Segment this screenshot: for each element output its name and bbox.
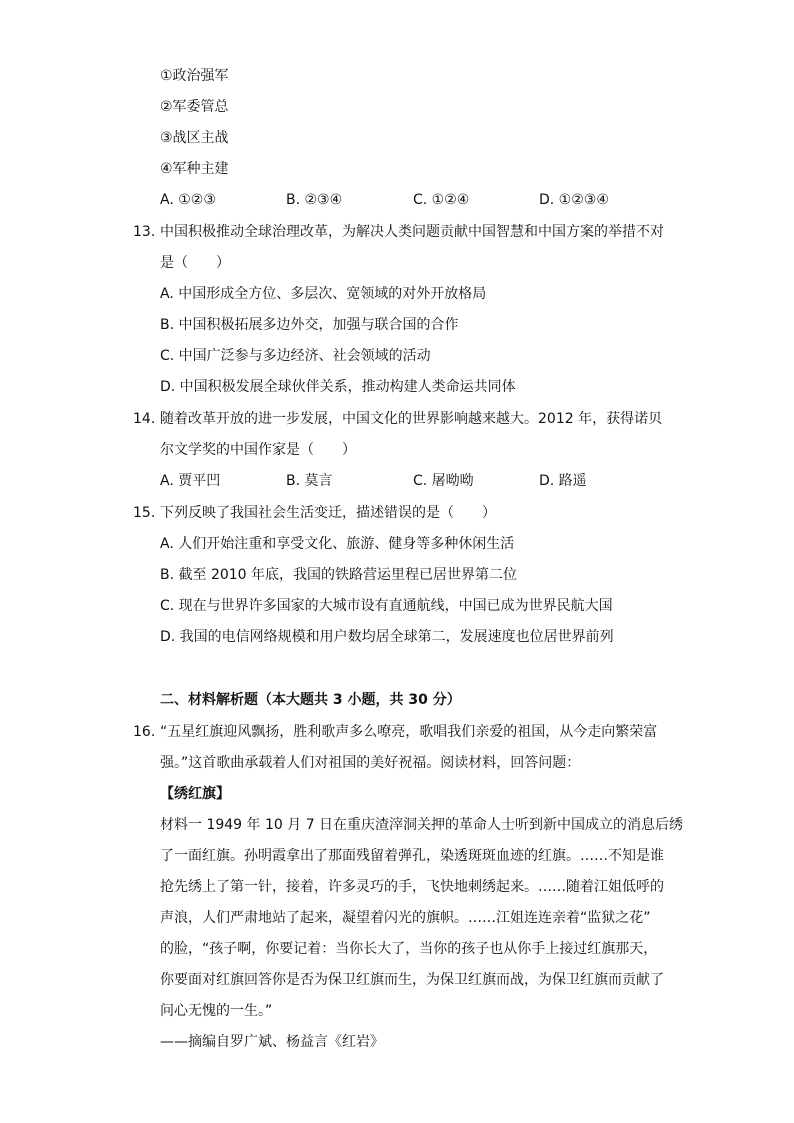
- q14-stem-line-1: 随着改革开放的进一步发展，中国文化的世界影响越来越大。2012 年，获得诺贝: [160, 411, 663, 427]
- q16-material-line-6: 你要面对红旗回答你是否为保卫红旗而生，为保卫红旗而战，为保卫红旗而贡献了: [160, 972, 664, 988]
- q14-stem-line-2: 尔文学奖的中国作家是（ ）: [160, 442, 356, 458]
- q13-option-a: A. 中国形成全方位、多层次、宽领域的对外开放格局: [160, 286, 487, 302]
- q15-option-c: C. 现在与世界许多国家的大城市设有直通航线，中国已成为世界民航大国: [160, 598, 613, 614]
- q16-stem-line-1: “五星红旗迎风飘扬，胜利歌声多么嘹亮，歌唱我们亲爱的祖国，从今走向繁荣富: [160, 724, 658, 740]
- q14-option-d: D. 路遥: [539, 473, 587, 489]
- q16-material-line-3: 抢先绣上了第一针，接着，许多灵巧的手，飞快地刺绣起来。……随着江姐低呼的: [160, 879, 664, 895]
- q12-option-d: D. ①②③④: [539, 192, 609, 208]
- q16-stem-line-2: 强。”这首歌曲承载着人们对祖国的美好祝福。阅读材料，回答问题：: [160, 755, 581, 771]
- q16-material-line-4: 声浪，人们严肃地站了起来，凝望着闪光的旗帜。……江姐连连亲着“监狱之花”: [160, 910, 651, 926]
- q12-item-4: ④军种主建: [160, 161, 229, 177]
- q16-number: 16.: [133, 724, 156, 740]
- q15-stem: 下列反映了我国社会生活变迁，描述错误的是（ ）: [160, 505, 496, 521]
- q12-item-3: ③战区主战: [160, 130, 229, 146]
- q13-option-b: B. 中国积极拓展多边外交，加强与联合国的合作: [160, 317, 459, 333]
- q15-option-d: D. 我国的电信网络规模和用户数均居全球第二，发展速度也位居世界前列: [160, 629, 614, 645]
- q13-option-c: C. 中国广泛参与多边经济、社会领域的活动: [160, 348, 431, 364]
- q14-option-b: B. 莫言: [286, 473, 333, 489]
- q14-number: 14.: [133, 411, 156, 427]
- q15-option-b: B. 截至 2010 年底，我国的铁路营运里程已居世界第二位: [160, 567, 518, 583]
- q16-material-line-5: 的脸，“孩子啊，你要记着：当你长大了，当你的孩子也从你手上接过红旗那天，: [160, 941, 658, 957]
- q16-material-heading: 【绣红旗】: [160, 786, 230, 802]
- q14-option-c: C. 屠呦呦: [413, 473, 474, 489]
- q16-material-line-2: 了一面红旗。孙明霞拿出了那面残留着弹孔，染透斑斑血迹的红旗。……不知是谁: [160, 848, 664, 864]
- q12-item-1: ①政治强军: [160, 68, 229, 84]
- q13-stem-line-2: 是（ ）: [160, 255, 230, 271]
- q13-stem-line-1: 中国积极推动全球治理改革，为解决人类问题贡献中国智慧和中国方案的举措不对: [160, 224, 664, 240]
- section-heading: 二、材料解析题（本大题共 3 小题，共 30 分）: [160, 692, 461, 708]
- q15-number: 15.: [133, 505, 156, 521]
- q12-option-b: B. ②③④: [286, 192, 343, 208]
- q13-option-d: D. 中国积极发展全球伙伴关系，推动构建人类命运共同体: [160, 379, 516, 395]
- q14-option-a: A. 贾平凹: [160, 473, 221, 489]
- q16-material-line-7: 问心无愧的一生。”: [160, 1003, 273, 1019]
- q15-option-a: A. 人们开始注重和享受文化、旅游、健身等多种休闲生活: [160, 536, 515, 552]
- q12-option-c: C. ①②④: [413, 192, 470, 208]
- q13-number: 13.: [133, 224, 156, 240]
- q12-option-a: A. ①②③: [160, 192, 216, 208]
- q16-material-line-1: 材料一 1949 年 10 月 7 日在重庆渣滓洞关押的革命人士听到新中国成立的消息后绣: [160, 817, 684, 833]
- q12-item-2: ②军委管总: [160, 99, 229, 115]
- q16-source: ——摘编自罗广斌、杨益言《红岩》: [160, 1034, 384, 1050]
